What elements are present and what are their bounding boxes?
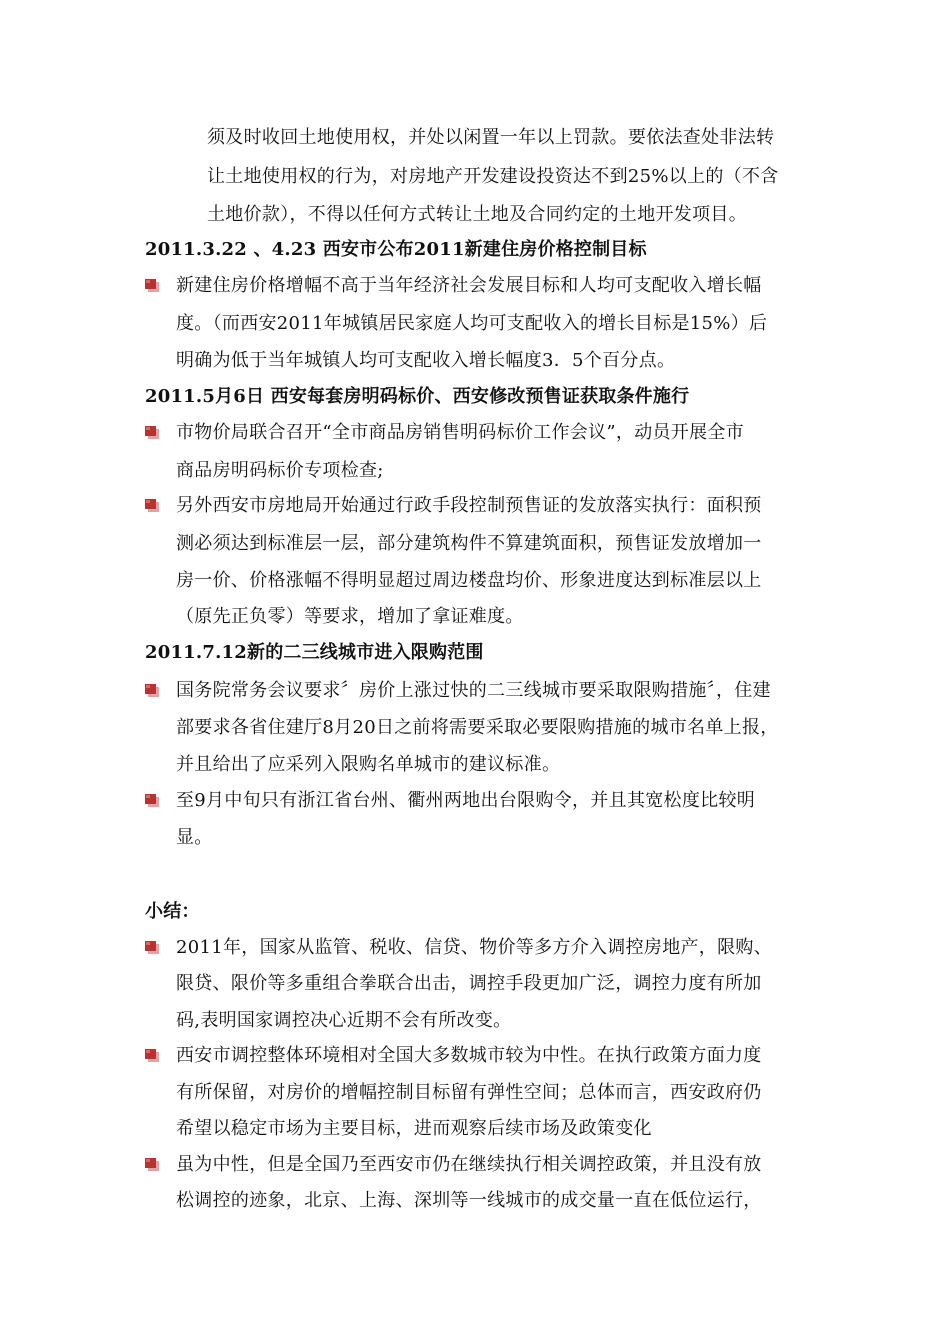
list-item-line: 西安市调控整体环境相对全国大多数城市较为中性。在执行政策方面力度 [176, 1045, 762, 1066]
list-item-line: 市物价局联合召开“全市商品房销售明码标价工作会议”，动员开展全市 [176, 422, 745, 443]
list-item-line: 并且给出了应采列入限购名单城市的建议标准。 [176, 754, 561, 775]
list-item-line: 明确为低于当年城镇人均可支配收入增长幅度3．5个百分点。 [176, 350, 676, 371]
red-square-bullet-icon [145, 1049, 160, 1063]
section-heading: 2011.5月6日 西安每套房明码标价、西安修改预售证获取条件施行 [145, 386, 690, 407]
red-square-bullet-icon [145, 499, 160, 513]
red-square-bullet-icon [145, 684, 160, 698]
summary-heading: 小结： [145, 901, 200, 922]
section-heading: 2011.7.12新的二三线城市进入限购范围 [145, 642, 484, 663]
list-item-line: 部要求各省住建厅8月20日之前将需要采取必要限购措施的城市名单上报， [176, 717, 779, 738]
list-item-line: 有所保留，对房价的增幅控制目标留有弹性空间；总体而言，西安政府仍 [176, 1082, 762, 1103]
red-square-bullet-icon [145, 941, 160, 955]
list-item-line: 至9月中旬只有浙江省台州、衢州两地出台限购令，并且其宽松度比较明 [176, 790, 756, 811]
section-heading: 2011.3.22 、4.23 西安市公布2011新建住房价格控制目标 [145, 239, 647, 260]
list-item-line: 房一价、价格涨幅不得明显超过周边楼盘均价、形象进度达到标准层以上 [176, 570, 762, 591]
list-item-line: 虽为中性，但是全国乃至西安市仍在继续执行相关调控政策，并且没有放 [176, 1154, 762, 1175]
list-item-line: 测必须达到标准层一层，部分建筑构件不算建筑面积，预售证发放增加一 [176, 533, 762, 554]
list-item-line: 度。（而西安2011年城镇居民家庭人均可支配收入的增长目标是15%）后 [176, 313, 768, 334]
list-item-line: 2011年，国家从监管、税收、信贷、物价等多方介入调控房地产，限购、 [176, 937, 773, 958]
intro-line: 让土地使用权的行为，对房地产开发建设投资达不到25%以上的（不含 [207, 166, 779, 187]
intro-line: 须及时收回土地使用权，并处以闲置一年以上罚款。要依法查处非法转 [207, 127, 775, 148]
list-item-line: 松调控的迹象，北京、上海、深圳等一线城市的成交量一直在低位运行， [176, 1190, 762, 1211]
red-square-bullet-icon [145, 426, 160, 440]
intro-line: 土地价款），不得以任何方式转让土地及合同约定的土地开发项目。 [207, 204, 747, 225]
list-item-line: 商品房明码标价专项检查; [176, 460, 384, 481]
red-square-bullet-icon [145, 279, 160, 293]
list-item-line: 码,表明国家调控决心近期不会有所改变。 [176, 1010, 512, 1031]
list-item-line: 限贷、限价等多重组合拳联合出击，调控手段更加广泛，调控力度有所加 [176, 973, 762, 994]
list-item-line: 国务院常务会议要求〞房价上涨过快的二三线城市要采取限购措施〞，住建 [176, 680, 771, 701]
list-item-line: 希望以稳定市场为主要目标，进而观察后续市场及政策变化 [176, 1118, 652, 1139]
red-square-bullet-icon [145, 794, 160, 808]
list-item-line: 新建住房价格增幅不高于当年经济社会发展目标和人均可支配收入增长幅 [176, 275, 762, 296]
red-square-bullet-icon [145, 1158, 160, 1172]
list-item-line: 另外西安市房地局开始通过行政手段控制预售证的发放落实执行：面积预 [176, 495, 762, 516]
list-item-line: （原先正负零）等要求，增加了拿证难度。 [176, 606, 524, 627]
list-item-line: 显。 [176, 827, 213, 848]
